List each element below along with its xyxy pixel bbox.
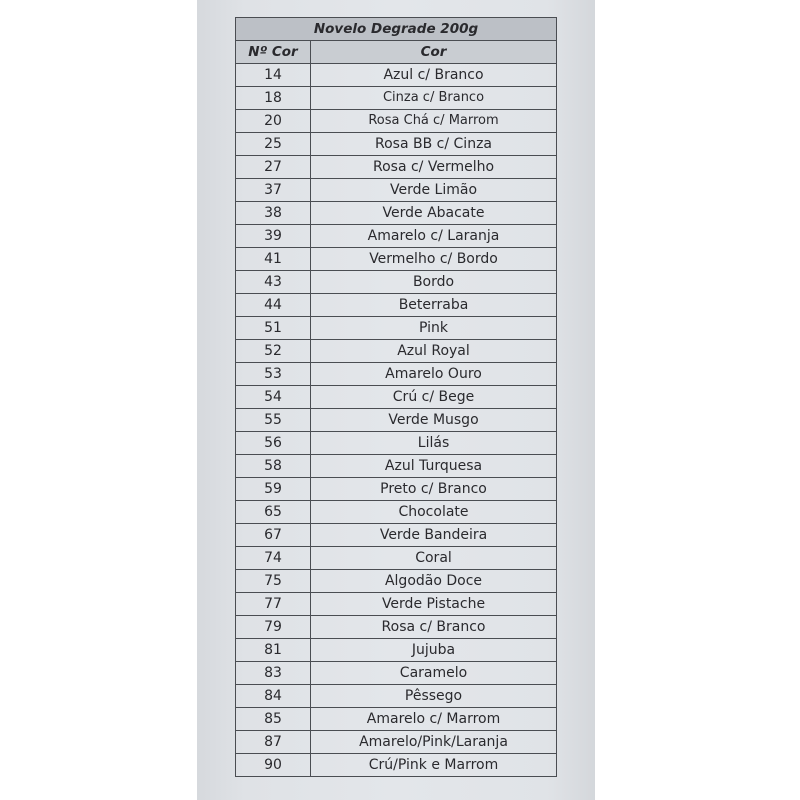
color-name-cell: Rosa Chá c/ Marrom bbox=[311, 110, 557, 133]
color-name-cell: Amarelo c/ Laranja bbox=[311, 225, 557, 248]
color-number-cell: 27 bbox=[236, 156, 311, 179]
color-number-cell: 85 bbox=[236, 708, 311, 731]
table-row bbox=[236, 662, 557, 685]
table-row bbox=[236, 87, 557, 110]
table-row bbox=[236, 524, 557, 547]
color-name-cell: Bordo bbox=[311, 271, 557, 294]
color-name-cell: Pêssego bbox=[311, 685, 557, 708]
table-body bbox=[236, 64, 557, 777]
column-header-number: Nº Cor bbox=[236, 41, 311, 64]
table-row bbox=[236, 110, 557, 133]
color-name-cell: Pink bbox=[311, 317, 557, 340]
table-row bbox=[236, 363, 557, 386]
color-name-cell: Caramelo bbox=[311, 662, 557, 685]
color-number-cell: 74 bbox=[236, 547, 311, 570]
table-row bbox=[236, 685, 557, 708]
color-number-cell: 55 bbox=[236, 409, 311, 432]
color-name-cell: Verde Limão bbox=[311, 179, 557, 202]
color-number-cell: 41 bbox=[236, 248, 311, 271]
color-number-cell: 83 bbox=[236, 662, 311, 685]
table-row bbox=[236, 731, 557, 754]
table-row bbox=[236, 570, 557, 593]
color-name-cell: Cinza c/ Branco bbox=[311, 87, 557, 110]
table-row bbox=[236, 248, 557, 271]
table-row bbox=[236, 455, 557, 478]
color-number-cell: 75 bbox=[236, 570, 311, 593]
color-name-cell: Crú/Pink e Marrom bbox=[311, 754, 557, 777]
table-row bbox=[236, 64, 557, 87]
color-name-cell: Crú c/ Bege bbox=[311, 386, 557, 409]
color-name-cell: Azul Royal bbox=[311, 340, 557, 363]
color-name-cell: Rosa BB c/ Cinza bbox=[311, 133, 557, 156]
color-name-cell: Lilás bbox=[311, 432, 557, 455]
color-name-cell: Rosa c/ Branco bbox=[311, 616, 557, 639]
color-number-cell: 87 bbox=[236, 731, 311, 754]
color-number-cell: 39 bbox=[236, 225, 311, 248]
table-row bbox=[236, 501, 557, 524]
color-number-cell: 67 bbox=[236, 524, 311, 547]
color-number-cell: 14 bbox=[236, 64, 311, 87]
table-row bbox=[236, 225, 557, 248]
table-row bbox=[236, 593, 557, 616]
table-row bbox=[236, 478, 557, 501]
color-number-cell: 79 bbox=[236, 616, 311, 639]
title-row bbox=[236, 18, 557, 41]
table-row bbox=[236, 639, 557, 662]
color-name-cell: Amarelo/Pink/Laranja bbox=[311, 731, 557, 754]
color-number-cell: 81 bbox=[236, 639, 311, 662]
color-number-cell: 59 bbox=[236, 478, 311, 501]
color-name-cell: Preto c/ Branco bbox=[311, 478, 557, 501]
table-row bbox=[236, 271, 557, 294]
color-name-cell: Azul c/ Branco bbox=[311, 64, 557, 87]
table-title: Novelo Degrade 200g bbox=[236, 18, 557, 41]
table-row bbox=[236, 133, 557, 156]
color-name-cell: Amarelo c/ Marrom bbox=[311, 708, 557, 731]
color-name-cell: Verde Bandeira bbox=[311, 524, 557, 547]
table-row bbox=[236, 179, 557, 202]
color-name-cell: Verde Pistache bbox=[311, 593, 557, 616]
table-row bbox=[236, 708, 557, 731]
color-number-cell: 90 bbox=[236, 754, 311, 777]
table-row bbox=[236, 409, 557, 432]
column-header-color: Cor bbox=[311, 41, 557, 64]
color-number-cell: 37 bbox=[236, 179, 311, 202]
color-number-cell: 18 bbox=[236, 87, 311, 110]
color-name-cell: Coral bbox=[311, 547, 557, 570]
table-row bbox=[236, 386, 557, 409]
color-number-cell: 43 bbox=[236, 271, 311, 294]
table-row bbox=[236, 432, 557, 455]
color-name-cell: Azul Turquesa bbox=[311, 455, 557, 478]
color-number-cell: 44 bbox=[236, 294, 311, 317]
color-number-cell: 65 bbox=[236, 501, 311, 524]
color-name-cell: Chocolate bbox=[311, 501, 557, 524]
color-name-cell: Algodão Doce bbox=[311, 570, 557, 593]
color-table bbox=[235, 17, 557, 777]
color-number-cell: 77 bbox=[236, 593, 311, 616]
header-row bbox=[236, 41, 557, 64]
table-row bbox=[236, 547, 557, 570]
table-row bbox=[236, 754, 557, 777]
color-number-cell: 25 bbox=[236, 133, 311, 156]
table-row bbox=[236, 616, 557, 639]
color-name-cell: Jujuba bbox=[311, 639, 557, 662]
color-number-cell: 54 bbox=[236, 386, 311, 409]
color-name-cell: Beterraba bbox=[311, 294, 557, 317]
color-number-cell: 53 bbox=[236, 363, 311, 386]
color-number-cell: 52 bbox=[236, 340, 311, 363]
color-name-cell: Rosa c/ Vermelho bbox=[311, 156, 557, 179]
color-number-cell: 56 bbox=[236, 432, 311, 455]
table-row bbox=[236, 317, 557, 340]
color-number-cell: 58 bbox=[236, 455, 311, 478]
table-row bbox=[236, 340, 557, 363]
color-number-cell: 20 bbox=[236, 110, 311, 133]
color-name-cell: Verde Musgo bbox=[311, 409, 557, 432]
color-number-cell: 38 bbox=[236, 202, 311, 225]
table-row bbox=[236, 202, 557, 225]
color-name-cell: Amarelo Ouro bbox=[311, 363, 557, 386]
color-name-cell: Verde Abacate bbox=[311, 202, 557, 225]
color-number-cell: 51 bbox=[236, 317, 311, 340]
color-name-cell: Vermelho c/ Bordo bbox=[311, 248, 557, 271]
table-row bbox=[236, 156, 557, 179]
color-number-cell: 84 bbox=[236, 685, 311, 708]
table-row bbox=[236, 294, 557, 317]
